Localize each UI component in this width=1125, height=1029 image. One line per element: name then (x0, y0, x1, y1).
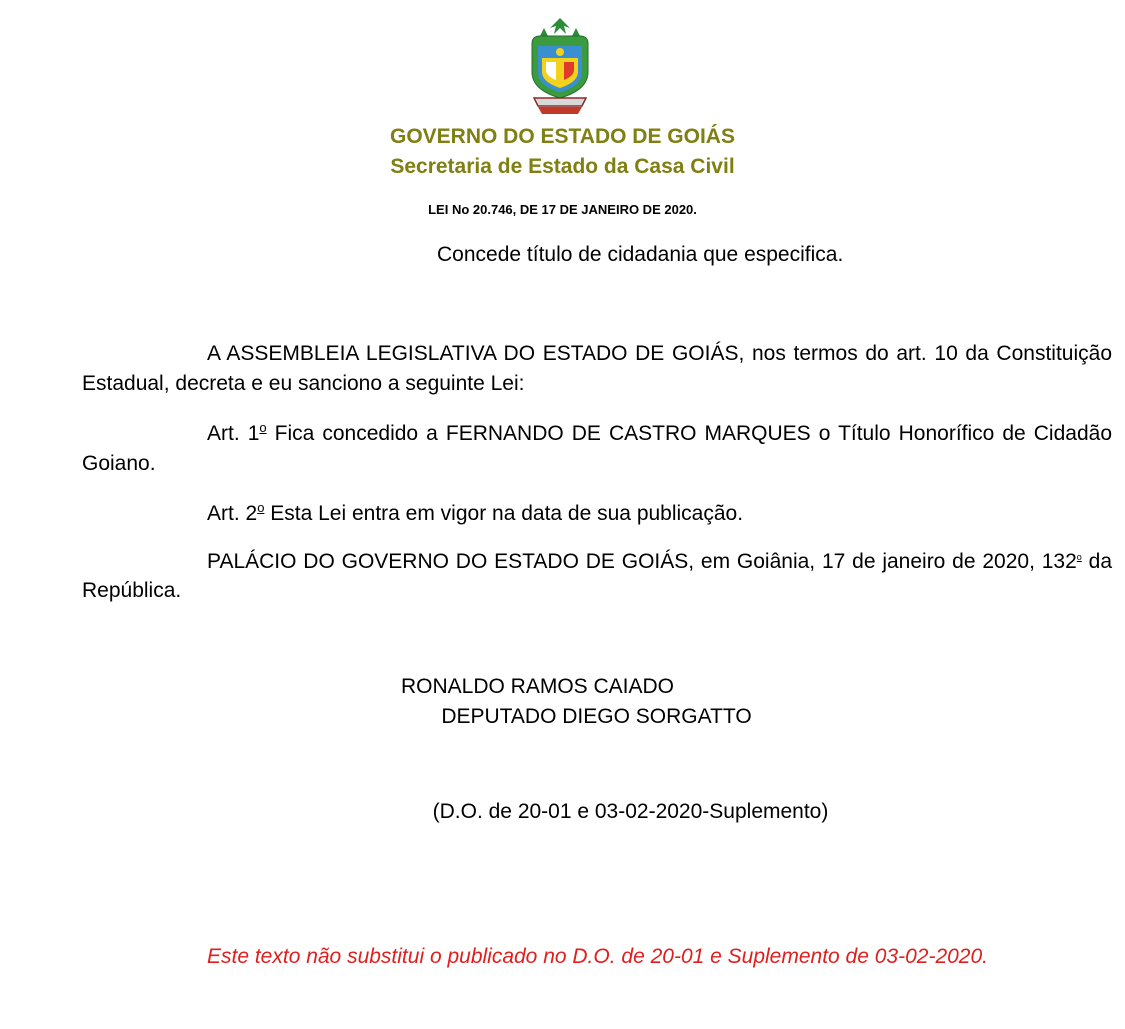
law-number: LEI No 20.746, DE 17 DE JANEIRO DE 2020. (428, 202, 697, 217)
disclaimer-text: Este texto não substitui o publicado no D.O. de 20-01 e Suplemento de 03-02-2020. (206, 945, 989, 968)
governor-signature: RONALDO RAMOS CAIADO (400, 675, 675, 698)
article-2-text: Esta Lei entra em vigor na data de sua publicação. (264, 502, 744, 525)
article-2-paragraph (82, 499, 1112, 529)
article-2-prefix: Art. 2 (207, 502, 258, 525)
article-2-ordinal: o (257, 500, 265, 515)
article-1-ordinal: o (259, 420, 267, 435)
closing-text: PALÁCIO DO GOVERNO DO ESTADO DE GOIÁS, em Goiânia, 17 de janeiro de 2020, 132 (207, 550, 1077, 573)
header-block (0, 122, 1125, 182)
goias-coat-of-arms-icon (520, 14, 600, 118)
ementa: Concede título de cidadania que especifica. (437, 243, 844, 266)
deputy-signature: DEPUTADO DIEGO SORGATTO (441, 705, 752, 728)
preamble-text: A ASSEMBLEIA LEGISLATIVA DO ESTADO DE GOIÁS, nos termos do art. 10 da Constituição Estadual, decreta e eu sanciono a seguinte Lei: (82, 342, 1112, 395)
preamble-paragraph (82, 339, 1112, 399)
secretariat-name: Secretaria de Estado da Casa Civil (390, 155, 735, 178)
publication-reference: (D.O. de 20-01 e 03-02-2020-Suplemento) (432, 800, 829, 823)
article-1-text: Fica concedido a FERNANDO DE CASTRO MARQUES o Título Honorífico de Cidadão Goiano. (82, 422, 1112, 475)
government-name: GOVERNO DO ESTADO DE GOIÁS (390, 125, 735, 148)
article-1-prefix: Art. 1 (207, 422, 260, 445)
closing-paragraph (82, 547, 1112, 605)
closing-suffix: da República. (82, 550, 1112, 602)
signature-block (0, 672, 1125, 732)
closing-ordinal: o (1076, 552, 1082, 562)
article-1-paragraph (82, 419, 1112, 479)
